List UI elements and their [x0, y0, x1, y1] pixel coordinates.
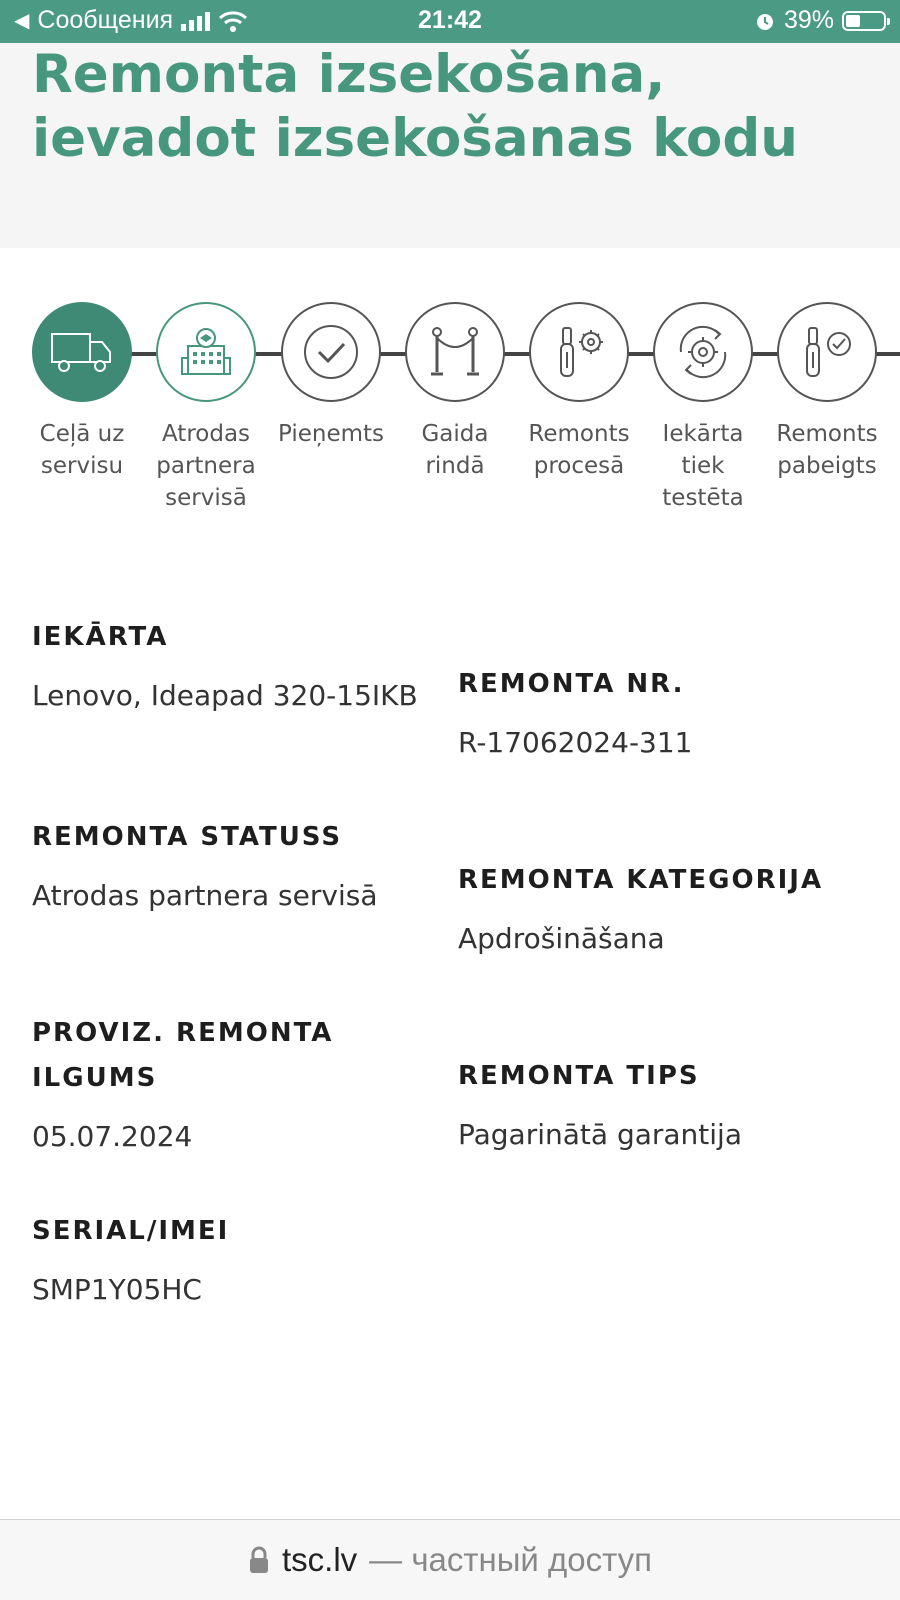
battery-fill — [846, 15, 860, 27]
partner-building-icon — [178, 324, 234, 380]
repair-duration-field — [32, 1011, 392, 1160]
status-bar — [0, 0, 900, 43]
repair-number-value: R-17062024-311 — [458, 726, 693, 759]
device-value: Lenovo, Ideapad 320-15IKB — [32, 679, 418, 712]
step-circle — [32, 302, 132, 402]
lock-icon — [248, 1545, 270, 1575]
tools-gear-icon — [547, 320, 611, 384]
serial-value: SMP1Y05HC — [32, 1273, 202, 1306]
check-icon — [301, 322, 361, 382]
page-header — [0, 43, 900, 248]
step-circle — [281, 302, 381, 402]
step-circle — [777, 302, 877, 402]
back-arrow-icon: ◀ — [14, 10, 30, 32]
step-in-queue — [393, 300, 517, 482]
battery-icon — [842, 11, 886, 31]
step-circle — [529, 302, 629, 402]
step-circle — [156, 302, 256, 402]
step-label: Remonts procesā — [528, 421, 630, 479]
repair-duration-value: 05.07.2024 — [32, 1120, 193, 1153]
step-circle — [653, 302, 753, 402]
repair-number-label: REMONTA NR. — [458, 669, 685, 699]
step-label: Pieņemts — [277, 421, 385, 447]
browser-address-bar[interactable] — [0, 1519, 900, 1600]
tools-check-icon — [795, 320, 859, 384]
step-label: Iekārta tiek testēta — [662, 421, 744, 511]
step-accepted — [269, 300, 393, 450]
repair-category-field — [458, 858, 878, 962]
step-label: Atrodas partnera servisā — [156, 421, 256, 511]
serial-label: SERIAL/IMEI — [32, 1216, 230, 1246]
alarm-icon — [754, 10, 776, 32]
step-repair-finished — [765, 300, 889, 482]
battery-percent: 39% — [783, 6, 834, 34]
step-on-way-to-service — [20, 300, 144, 482]
repair-category-label: REMONTA KATEGORIJA — [458, 865, 824, 895]
repair-duration-label: PROVIZ. REMONTA ILGUMS — [32, 1018, 334, 1093]
site-domain: tsc.lv — [281, 1541, 358, 1578]
step-repair-in-progress — [517, 300, 641, 482]
clock: 21:42 — [418, 6, 482, 34]
repair-type-field — [458, 1054, 878, 1158]
repair-status-label: REMONTA STATUSS — [32, 822, 343, 852]
device-label: IEKĀRTA — [32, 622, 169, 652]
page-title: Remonta izsekošana, ievadot izsekošanas kodu — [32, 44, 799, 169]
repair-type-value: Pagarinātā garantija — [458, 1118, 742, 1151]
status-right — [754, 6, 886, 35]
repair-progress-steps — [0, 300, 900, 530]
device-field — [32, 615, 422, 719]
gear-refresh-icon — [671, 320, 735, 384]
queue-barrier-icon — [425, 322, 485, 382]
repair-status-value: Atrodas partnera servisā — [32, 879, 378, 912]
repair-category-value: Apdrošināšana — [458, 922, 665, 955]
step-device-testing — [641, 300, 765, 514]
repair-status-field — [32, 815, 432, 919]
step-label: Remonts pabeigts — [776, 421, 878, 479]
back-app-label: Сообщения — [37, 6, 174, 34]
truck-icon — [50, 330, 114, 374]
repair-type-label: REMONTA TIPS — [458, 1061, 700, 1091]
serial-field — [32, 1209, 422, 1313]
step-label: Gaida rindā — [421, 421, 489, 479]
repair-number-field — [458, 662, 878, 766]
step-circle — [405, 302, 505, 402]
private-access-label: — частный доступ — [369, 1541, 652, 1578]
step-at-partner-service — [144, 300, 268, 514]
step-label: Ceļā uz servisu — [39, 421, 125, 479]
